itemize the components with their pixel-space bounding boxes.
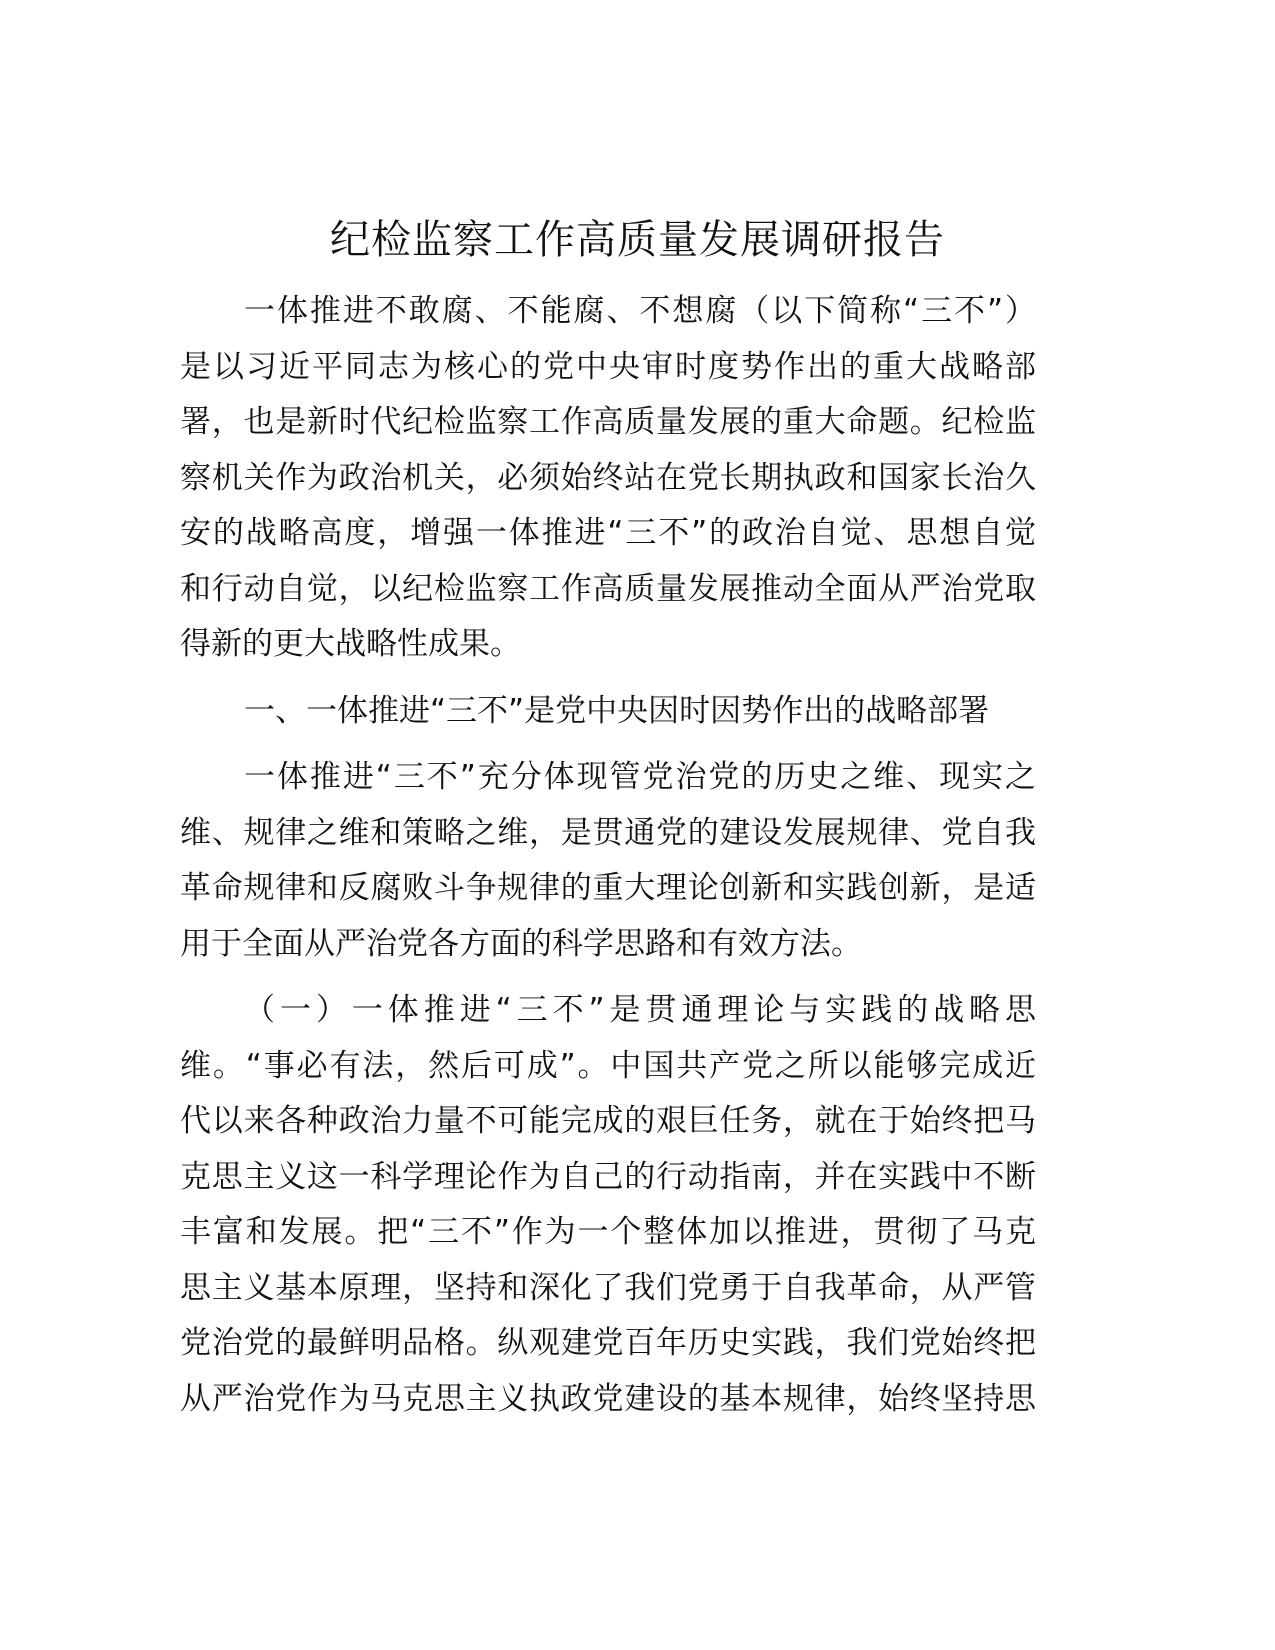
paragraph [180, 983, 1036, 1427]
text-line: 代以来各种政治力量不可能完成的艰巨任务，就在于始终把马 [180, 1103, 1036, 1139]
text-line: 克思主义这一科学理论作为自己的行动指南，并在实践中不断 [180, 1158, 1036, 1195]
text-line: 得新的更大战略性成果。 [180, 626, 521, 662]
text-line: 从严治党作为马克思主义执政党建设的基本规律，始终坚持思 [180, 1380, 1036, 1417]
text-line: 是以习近平同志为核心的党中央审时度势作出的重大战略部 [180, 348, 1036, 385]
text-line: 维、规律之维和策略之维，是贯通党的建设发展规律、党自我 [180, 814, 1036, 851]
text-line: 一体推进不敢腐、不能腐、不想腐（以下简称“三不”） [244, 293, 1036, 329]
text-line: 一、一体推进“三不”是党中央因时因势作出的战略部署 [244, 692, 990, 729]
document-title: 纪检监察工作高质量发展调研报告 [330, 217, 945, 263]
text-line: 安的战略高度，增强一体推进“三不”的政治自觉、思想自觉 [180, 515, 1036, 551]
text-line: 一体推进“三不”充分体现管党治党的历史之维、现实之 [244, 759, 1036, 795]
paragraph [180, 750, 1036, 972]
text-line: 维。“事必有法，然后可成”。中国共产党之所以能够完成近 [180, 1047, 1036, 1084]
text-line: 署，也是新时代纪检监察工作高质量发展的重大命题。纪检监 [180, 404, 1036, 440]
text-line: 察机关作为政治机关，必须始终站在党长期执政和国家长治久 [180, 459, 1036, 496]
text-line: 用于全面从严治党各方面的科学思路和有效方法。 [180, 925, 862, 962]
text-line: （一）一体推进“三不”是贯通理论与实践的战略思 [244, 992, 1036, 1028]
document-body [180, 284, 1036, 1438]
text-line: 和行动自觉，以纪检监察工作高质量发展推动全面从严治党取 [180, 570, 1036, 607]
text-line: 党治党的最鲜明品格。纵观建党百年历史实践，我们党始终把 [180, 1325, 1036, 1361]
text-line: 丰富和发展。把“三不”作为一个整体加以推进，贯彻了马克 [180, 1214, 1036, 1250]
text-line: 革命规律和反腐败斗争规律的重大理论创新和实践创新，是适 [180, 870, 1036, 906]
paragraph [180, 284, 1036, 673]
text-line: 思主义基本原理，坚持和深化了我们党勇于自我革命，从严管 [180, 1269, 1036, 1306]
section-heading [180, 684, 1036, 740]
